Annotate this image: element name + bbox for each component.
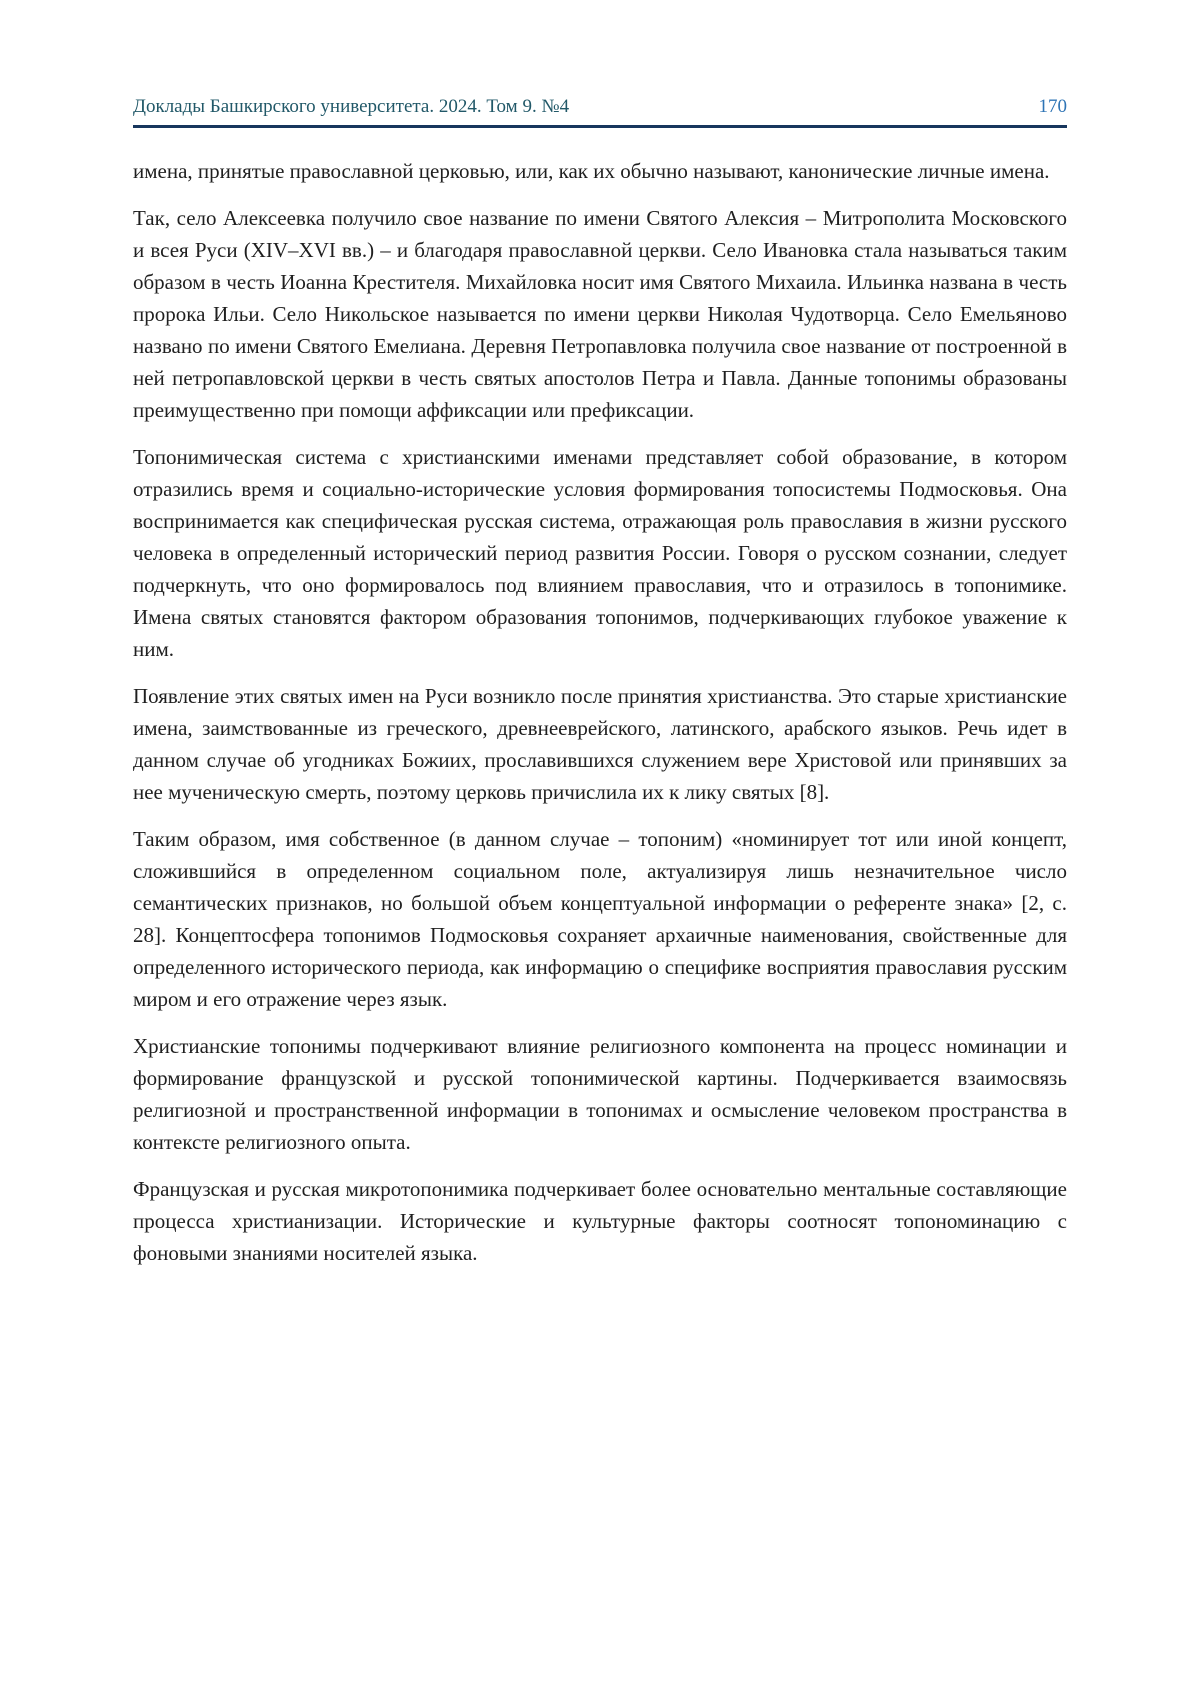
paragraph-french-russian-microtoponymy: Французская и русская микротопонимика подчеркивает более основательно ментальные составляющие процесса христианизации. Исторические и культурные факторы соотносят топономинацию с фоновыми знаниями носителей языка. xyxy=(133,1177,1067,1265)
paragraph-village-examples: Так, село Алексеевка получило свое название по имени Святого Алексия – Митрополита Московского и всея Руси (XIV–XVI вв.) – и благодаря православной церкви. Село Ивановка стала называться таким образом в честь Иоанна Крестителя. Михайловка носит имя Святого Михаила. Ильинка названа в честь пророка Ильи. Село Никольское называется по имени церкви Николая Чудотворца. Село Емельяново названо по имени Святого Емелиана. Деревня Петропавловка получила свое название от построенной в ней петропавловской церкви в честь святых апостолов Петра и Павла. Данные топонимы образованы преимущественно при помощи аффиксации или префиксации. xyxy=(133,206,1067,422)
page-header xyxy=(133,96,1067,118)
article-body xyxy=(133,155,1067,1269)
paragraph-proper-name-concept: Таким образом, имя собственное (в данном случае – топоним) «номинирует тот или иной концепт, сложившийся в определенном социальном поле, актуализируя лишь незначительное число семантических признаков, но большой объем концептуальной информации о референте знака» [2, с. 28]. Концептосфера топонимов Подмосковья сохраняет архаичные наименования, свойственные для определенного исторического периода, как информацию о специфике восприятия православия русским миром и его отражение через язык. xyxy=(133,827,1067,1011)
page-number: 170 xyxy=(1038,96,1067,117)
header-rule xyxy=(133,125,1067,128)
paragraph-christian-toponyms: Христианские топонимы подчеркивают влияние религиозного компонента на процесс номинации и формирование французской и русской топонимической картины. Подчеркивается взаимосвязь религиозной и пространственной информации в топонимах и осмысление человеком пространства в контексте религиозного опыта. xyxy=(133,1034,1067,1154)
paragraph-toponymic-system: Топонимическая система с христианскими именами представляет собой образование, в котором отразились время и социально-исторические условия формирования топосистемы Подмосковья. Она воспринимается как специфическая русская система, отражающая роль православия в жизни русского человека в определенный исторический период развития России. Говоря о русском сознании, следует подчеркнуть, что оно формировалось под влиянием православия, что и отразилось в топонимике. Имена святых становятся фактором образования топонимов, подчеркивающих глубокое уважение к ним. xyxy=(133,445,1067,661)
paragraph-canonical-names: имена, принятые православной церковью, или, как их обычно называют, канонические личные имена. xyxy=(133,159,1050,183)
journal-title: Доклады Башкирского университета. 2024. Том 9. №4 xyxy=(133,96,570,117)
paragraph-saint-names-origin: Появление этих святых имен на Руси возникло после принятия христианства. Это старые христианские имена, заимствованные из греческого, древнееврейского, латинского, арабского языков. Речь идет в данном случае об угодниках Божиих, прославившихся служением вере Христовой или принявших за нее мученическую смерть, поэтому церковь причислила их к лику святых [8]. xyxy=(133,684,1067,804)
